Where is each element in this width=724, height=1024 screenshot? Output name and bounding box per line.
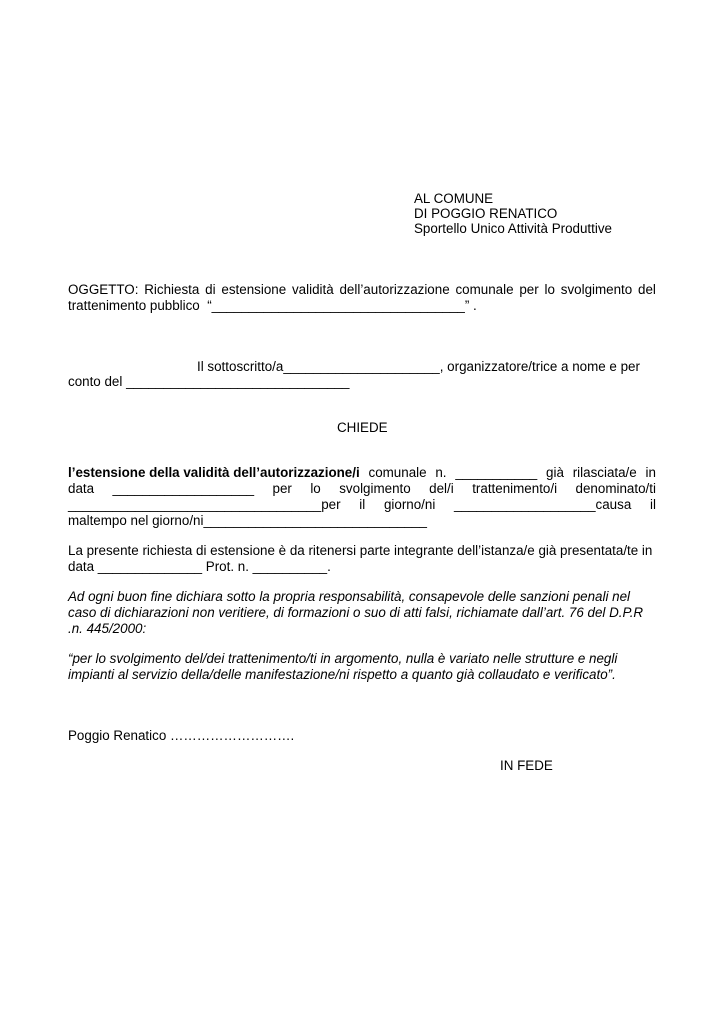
quote-line-2: impianti al servizio della/delle manifestazione/ni rispetto a quanto già collaudato e verificato”. xyxy=(68,667,616,682)
intro-line-1: Il sottoscritto/a_____________________, organizzatore/trice a nome e per xyxy=(197,359,640,374)
request-word: svolgimento xyxy=(339,481,411,496)
request-word: data xyxy=(68,481,95,496)
request-bold-phrase: l’estensione della validità dell’autorizzazione/i xyxy=(68,465,360,480)
request-word: il xyxy=(650,497,656,512)
subject-word: validità xyxy=(291,282,334,297)
declaration-line-3: .n. 445/2000: xyxy=(68,621,147,636)
request-word: giorno/ni xyxy=(383,497,436,512)
request-word: ___________________ xyxy=(112,481,255,496)
declaration-line-2: caso di dichiarazioni non veritiere, di formazioni o suo di atti falsi, richiamate dall’art. 76 del D.P.R xyxy=(68,605,644,620)
subject-word: estensione xyxy=(221,282,287,297)
subject-word: Richiesta xyxy=(144,282,200,297)
request-word: per xyxy=(272,481,292,496)
request-word: in xyxy=(645,465,656,480)
chiede-heading: CHIEDE xyxy=(337,420,388,435)
subject-word: per xyxy=(519,282,539,297)
request-word: ___________ xyxy=(455,465,538,480)
request-word: comunale xyxy=(368,465,427,480)
request-word: denominato/ti xyxy=(575,481,656,496)
request-word: __________________________________per xyxy=(68,497,341,512)
request-word: il xyxy=(359,497,366,512)
request-word: già xyxy=(546,465,564,480)
place-date: Poggio Renatico ………………………. xyxy=(68,728,295,743)
declaration-line-1: Ad ogni buon fine dichiara sotto la propria responsabilità, consapevole delle sanzioni penali nel xyxy=(68,589,631,604)
recipient-line-2: DI POGGIO RENATICO xyxy=(414,206,558,221)
request-word: rilasciata/e xyxy=(572,465,637,480)
intro-line-2: conto del ______________________________ xyxy=(68,374,350,389)
request-word: n. xyxy=(435,465,447,480)
request-line-3 xyxy=(68,497,656,513)
subject-word: OGGETTO: xyxy=(68,282,139,297)
subject-word: dell’autorizzazione xyxy=(339,282,450,297)
subject-word: di xyxy=(205,282,216,297)
subject-line-2: trattenimento pubblico “__________________________________” . xyxy=(68,298,477,313)
request-word: lo xyxy=(310,481,321,496)
quote-line-1: “per lo svolgimento del/dei trattenimento/ti in argomento, nulla è variato nelle strutture e negli xyxy=(68,651,618,666)
subject-word: svolgimento xyxy=(560,282,633,297)
recipient-line-3: Sportello Unico Attività Produttive xyxy=(414,221,612,236)
subject-word: del xyxy=(638,282,656,297)
request-line-4: maltempo nel giorno/ni______________________________ xyxy=(68,513,427,528)
integral-line-2: data ______________ Prot. n. __________. xyxy=(68,559,331,574)
subject-line-1 xyxy=(68,282,656,298)
request-line-1 xyxy=(68,465,656,481)
request-word: ___________________causa xyxy=(454,497,632,512)
integral-line-1: La presente richiesta di estensione è da ritenersi parte integrante dell’istanza/e già presentata/te in xyxy=(68,543,653,558)
subject-word: lo xyxy=(544,282,555,297)
request-word: trattenimento/i xyxy=(472,481,558,496)
request-line-2 xyxy=(68,481,656,497)
subject-word: comunale xyxy=(455,282,514,297)
request-word: del/i xyxy=(429,481,454,496)
signature-label: IN FEDE xyxy=(500,758,553,773)
recipient-line-1: AL COMUNE xyxy=(414,191,494,206)
